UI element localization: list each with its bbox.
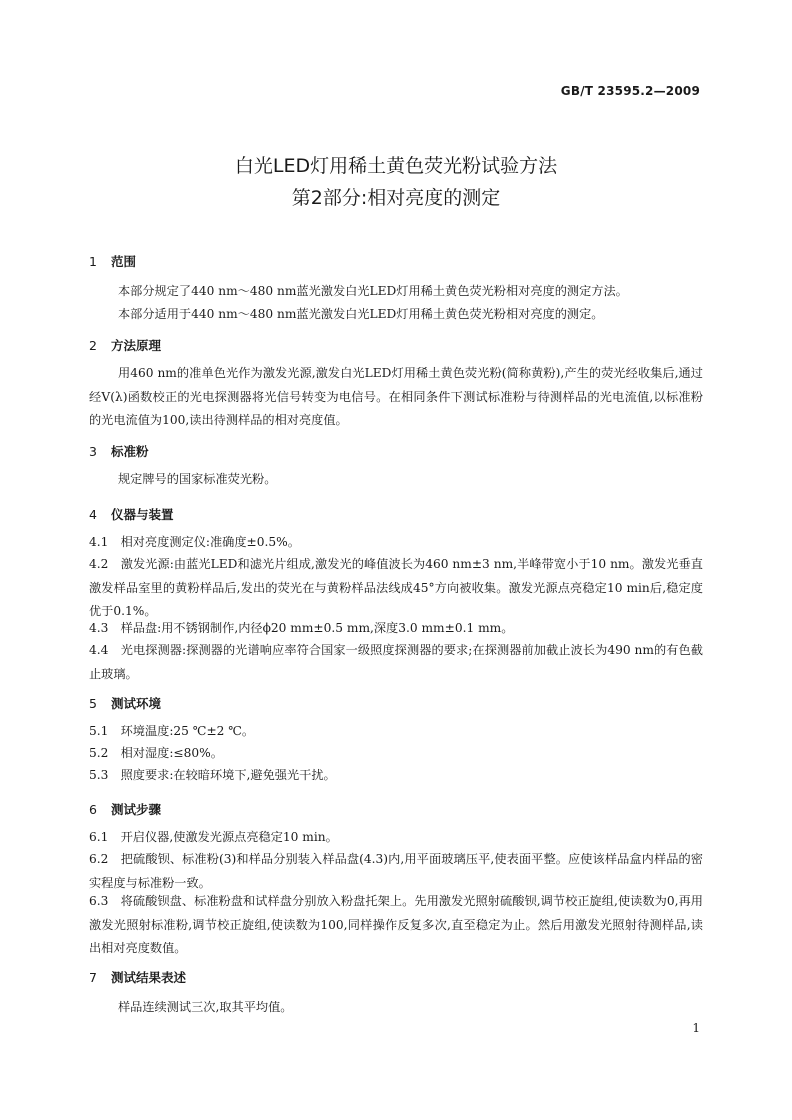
clause-5-2: 5.2 相对湿度:≤80%。 [89, 746, 223, 760]
paragraph: 本部分规定了440 nm～480 nm蓝光激发白光LED灯用稀土黄色荧光粉相对亮度的测定方法。 [118, 284, 628, 298]
section-heading-standard-powder [89, 442, 149, 460]
document-title: 白光LED灯用稀土黄色荧光粉试验方法 [234, 155, 558, 177]
paragraph: 本部分适用于440 nm～480 nm蓝光激发白光LED灯用稀土黄色荧光粉相对亮度的测定。 [118, 307, 604, 321]
section-title: 测试结果表述 [111, 970, 187, 985]
section-number: 3 [89, 444, 97, 459]
standard-code: GB/T 23595.2—2009 [560, 84, 700, 98]
section-title: 仪器与装置 [111, 507, 174, 522]
section-number: 4 [89, 507, 97, 522]
section-number: 5 [89, 696, 97, 711]
section-heading-scope [89, 252, 136, 270]
section-heading-environment [89, 694, 161, 712]
section-heading-instruments [89, 505, 174, 523]
page-number: 1 [692, 1021, 700, 1035]
clause-4-3: 4.3 样品盘:用不锈钢制作,内径ϕ20 mm±0.5 mm,深度3.0 mm±0.1 mm。 [89, 621, 514, 635]
clause-6-1: 6.1 开启仪器,使激发光源点亮稳定10 min。 [89, 830, 338, 844]
clause-6-3: 6.3 将硫酸钡盘、标准粉盘和试样盘分别放入粉盘托架上。先用激发光照射硫酸钡,调节校正旋组,使读数为0,再用激发光照射标准粉,调节校正旋组,使读数为100,同样操作反复多次,直至稳定为止。然后用激发光照射待测样品,读出相对亮度数值。 [89, 894, 703, 955]
section-title: 标准粉 [111, 444, 149, 459]
section-title: 测试环境 [111, 696, 162, 711]
section-number: 1 [89, 254, 97, 269]
clause-4-1: 4.1 相对亮度测定仪:准确度±0.5%。 [89, 535, 300, 549]
section-title: 范围 [111, 254, 137, 269]
paragraph: 样品连续测试三次,取其平均值。 [118, 1000, 293, 1014]
clause-4-4: 4.4 光电探测器:探测器的光谱响应率符合国家一级照度探测器的要求;在探测器前加截止波长为490 nm的有色截止玻璃。 [89, 643, 703, 681]
section-heading-principle [89, 336, 161, 354]
clause-5-1: 5.1 环境温度:25 ℃±2 ℃。 [89, 724, 255, 738]
clause-5-3: 5.3 照度要求:在较暗环境下,避免强光干扰。 [89, 768, 336, 782]
section-heading-results [89, 968, 186, 986]
paragraph: 用460 nm的准单色光作为激发光源,激发白光LED灯用稀土黄色荧光粉(简称黄粉),产生的荧光经收集后,通过经V(λ)函数校正的光电探测器将光信号转变为电信号。在相同条件下测试标准粉与待测样品的光电流值,以标准粉的光电流值为100,读出待测样品的相对亮度值。 [89, 366, 703, 427]
section-number: 6 [89, 802, 97, 817]
section-number: 2 [89, 338, 97, 353]
document-subtitle: 第2部分:相对亮度的测定 [291, 187, 501, 209]
clause-4-2: 4.2 激发光源:由蓝光LED和滤光片组成,激发光的峰值波长为460 nm±3 nm,半峰带宽小于10 nm。激发光垂直激发样品室里的黄粉样品后,发出的荧光在与黄粉样品法线成45°方向被收集。激发光源点亮稳定10 min后,稳定度优于0.1%。 [89, 557, 703, 618]
section-number: 7 [89, 970, 97, 985]
section-title: 测试步骤 [111, 802, 162, 817]
section-heading-procedure [89, 800, 161, 818]
clause-6-2: 6.2 把硫酸钡、标准粉(3)和样品分别装入样品盘(4.3)内,用平面玻璃压平,使表面平整。应使该样品盒内样品的密实程度与标准粉一致。 [89, 852, 703, 890]
paragraph: 规定牌号的国家标准荧光粉。 [118, 472, 277, 486]
section-title: 方法原理 [111, 338, 162, 353]
